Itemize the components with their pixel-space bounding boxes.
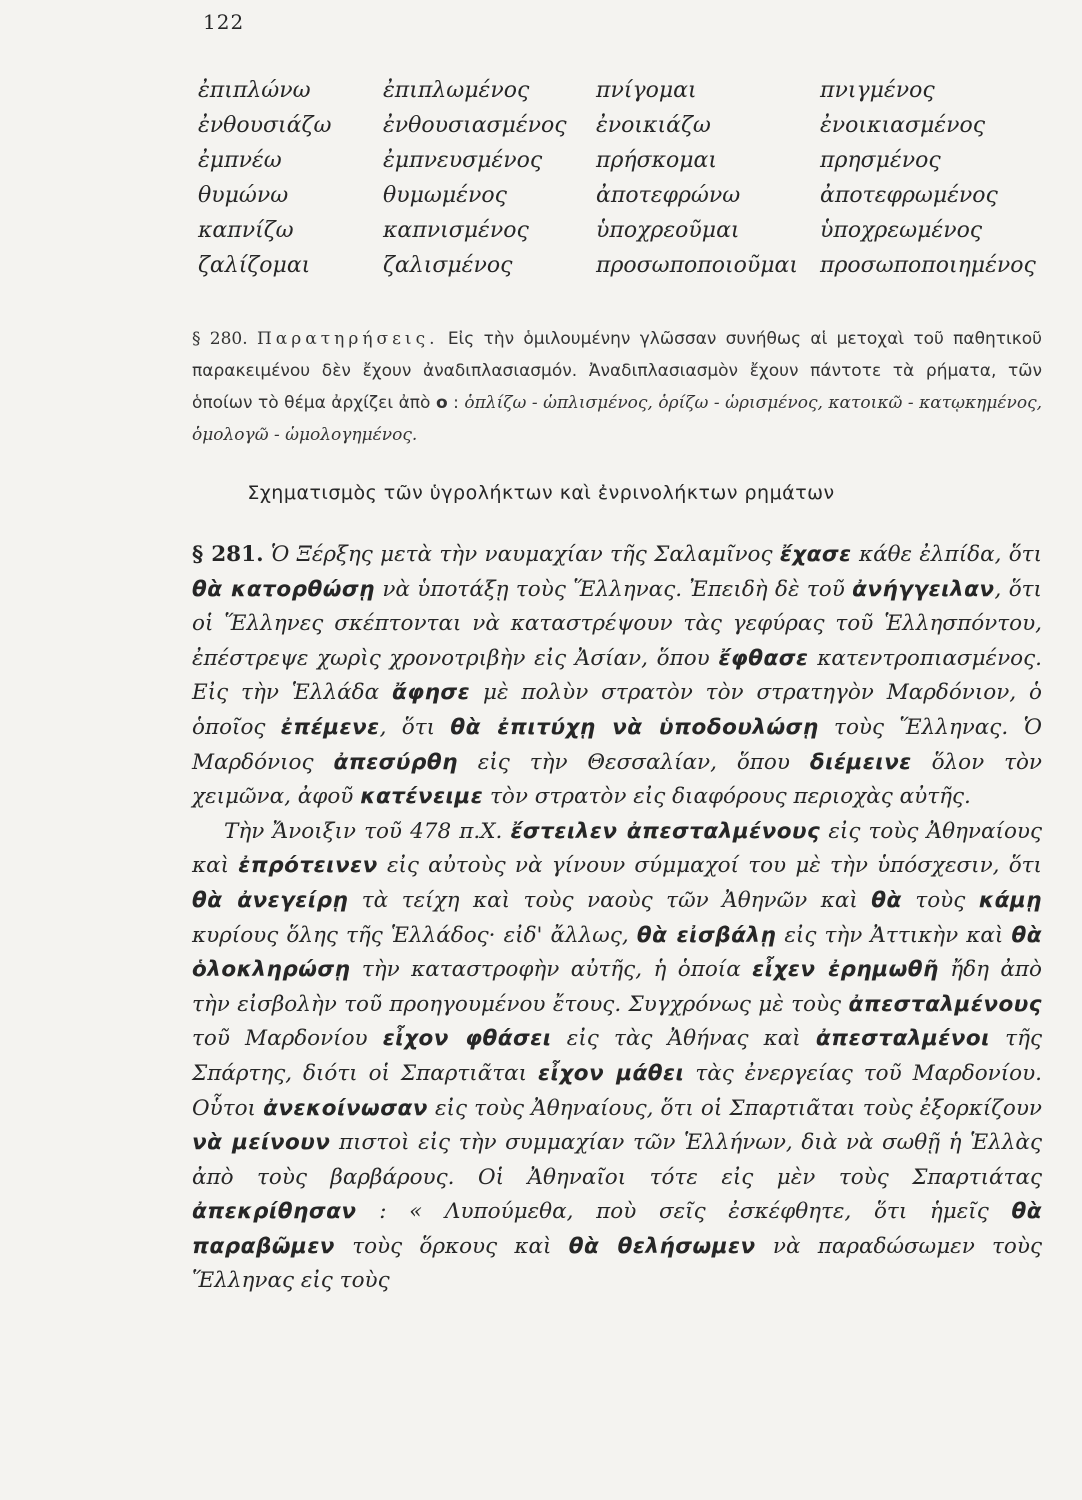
verb-form: ἀποτεφρώνω [596, 183, 741, 208]
verb-form: καπνίζω [198, 218, 294, 243]
verb-form: ἐνοικιασμένος [820, 113, 986, 138]
text-run: ἤδη ἀπὸ τὴν εἰσβολὴν τοῦ προηγουμένου ἔτους. Συγχρόνως μὲ τοὺς [192, 957, 1042, 1017]
text-run: ὅλον τὸν χειμῶνα, ἀφοῦ [192, 749, 1042, 810]
paragraph-281-part-2 [192, 815, 1042, 1299]
verb-form: πρησμένος [820, 148, 941, 173]
verb-form: ἐμπνευσμένος [383, 148, 543, 173]
text-run: κατεντροπιασμένος. Εἰς τὴν Ἑλλάδα [192, 645, 1042, 706]
verb-form: θυμώνω [198, 183, 289, 208]
verb-form: ἐπιπλωμένος [383, 78, 530, 103]
verb-form: πρήσκομαι [596, 148, 718, 173]
verb-form: ἀποτεφρωμένος [820, 183, 998, 208]
emphasized-verb: εἶχον φθάσει [382, 1026, 552, 1052]
note-letter: ο [435, 393, 448, 413]
text-run: , ὅτι οἱ Ἕλληνες σκέπτονται νὰ καταστρέψουν τὰς γεφύρας τοῦ Ἑλλησπόντου, ἐπέστρεψε χωρὶς χρονοτριβὴν εἰς Ἀσίαν, ὅπου [192, 576, 1042, 671]
emphasized-verb: θὰ [871, 887, 902, 913]
emphasized-verb: θὰ κατορθώσῃ [192, 576, 375, 602]
text-run: εἰς τοὺς Ἀθηναίους καὶ [192, 818, 1042, 879]
text-run: πιστοὶ εἰς τὴν συμμαχίαν τῶν Ἑλλήνων, διὰ νὰ σωθῇ ἡ Ἑλλὰς ἀπὸ τοὺς βαρβάρους. Οἱ Ἀθηναῖοι τότε εἰς μὲν τοὺς Σπαρτιάτας [192, 1130, 1042, 1190]
emphasized-verb: ἀπεσταλμένους [848, 991, 1042, 1017]
paragraph-281 [192, 538, 1042, 1299]
verb-form: ἐνθουσιασμένος [383, 113, 567, 138]
emphasized-verb: θὰ θελήσωμεν [568, 1233, 756, 1259]
text-run: : « Λυπούμεθα, ποὺ σεῖς ἐσκέφθητε, ὅτι ἡμεῖς [356, 1199, 1012, 1225]
paragraph-281-part-1 [192, 538, 1042, 815]
emphasized-verb: ἔφθασε [718, 645, 809, 671]
emphasized-verb: ἐπέμενε [280, 714, 380, 740]
verb-form: καπνισμένος [383, 218, 529, 243]
verb-form: ἐνθουσιάζω [198, 113, 332, 138]
text-run: τοὺς Ἕλληνας. Ὁ Μαρδόνιος [192, 714, 1042, 775]
text-run: εἰς τὴν Ἀττικὴν καὶ [776, 922, 1012, 948]
verb-table-row [198, 213, 1043, 248]
emphasized-verb: ἔστειλεν ἀπεσταλμένους [510, 818, 821, 844]
emphasized-verb: ἐπρότεινεν [238, 853, 378, 879]
verb-form: ζαλισμένος [383, 253, 513, 278]
verb-form: προσωποποιημένος [820, 253, 1036, 278]
emphasized-verb: θὰ ἐπιτύχῃ νὰ ὑποδουλώσῃ [450, 714, 819, 740]
text-run: εἰς τοὺς Ἀθηναίους, ὅτι οἱ Σπαρτιᾶται τοὺς ἐξορκίζουν [427, 1095, 1042, 1121]
text-run: εἰς τὰς Ἀθήνας καὶ [551, 1026, 816, 1052]
text-run: Ὁ Ξέρξης μετὰ τὴν ναυμαχίαν τῆς Σαλαμῖνος [270, 542, 780, 567]
emphasized-verb: ἀπεκρίθησαν [192, 1199, 357, 1225]
verb-form: προσωποποιοῦμαι [596, 253, 799, 278]
verb-form: πνίγομαι [596, 78, 697, 103]
verb-table-row [198, 143, 1043, 178]
emphasized-verb: νὰ μείνουν [192, 1130, 331, 1156]
emphasized-verb: θὰ ὁλοκληρώσῃ [192, 922, 1042, 983]
note-280 [192, 323, 1042, 451]
text-run: κάθε ἐλπίδα, ὅτι [851, 542, 1043, 567]
verb-table-row [198, 248, 1043, 283]
page-number: 122 [203, 10, 245, 34]
text-run: τὰς ἐνεργείας τοῦ Μαρδονίου. Οὗτοι [192, 1060, 1042, 1121]
emphasized-verb: θὰ ἀνεγείρῃ [192, 887, 349, 913]
emphasized-verb: ἀπεσύρθη [333, 749, 458, 775]
verb-form: ὑποχρεωμένος [820, 218, 983, 243]
emphasized-verb: ἀπεσταλμένοι [815, 1026, 991, 1052]
verb-form: ζαλίζομαι [198, 253, 311, 278]
text-run: τοὺς ὅρκους καὶ [334, 1233, 569, 1259]
text-run: τὸν στρατὸν εἰς διαφόρους περιοχὰς αὐτῆς. [483, 784, 971, 810]
emphasized-verb: κατένειμε [360, 784, 484, 810]
note-examples: ὁπλίζω - ὡπλισμένος, ὁρίζω - ὡρισμένος, κατοικῶ - κατῳκημένος, ὁμολογῶ - ὡμολογημένος. [192, 393, 1042, 445]
emphasized-verb: θὰ εἰσβάλῃ [636, 922, 777, 948]
verb-form: ἐνοικιάζω [596, 113, 711, 138]
verb-form: ὑποχρεοῦμαι [596, 218, 740, 243]
text-run: εἰς τὴν Θεσσαλίαν, ὅπου [457, 749, 810, 775]
text-run: τὴν καταστροφὴν αὐτῆς, ἡ ὁποία [350, 957, 753, 983]
verb-table-row [198, 178, 1043, 213]
emphasized-verb: θὰ παραβῶμεν [192, 1199, 1042, 1259]
note-title: Παρατηρήσεις. [256, 329, 439, 349]
emphasized-verb: διέμεινε [809, 749, 912, 775]
emphasized-verb: ἄφησε [392, 680, 471, 706]
text-run: τῆς Σπάρτης, διότι οἱ Σπαρτιᾶται [192, 1026, 1042, 1086]
text-run: νὰ ὑποτάξῃ τοὺς Ἕλληνας. Ἐπειδὴ δὲ τοῦ [374, 576, 853, 602]
emphasized-verb: ἔχασε [779, 542, 852, 567]
verb-table-row [198, 108, 1043, 143]
text-run: τὰ τείχη καὶ τοὺς ναοὺς τῶν Ἀθηνῶν καὶ [348, 887, 872, 913]
paragraph-number: § 281. [192, 542, 264, 567]
emphasized-verb: εἶχον μάθει [538, 1060, 685, 1086]
text-run: εἰς αὐτοὺς νὰ γίνουν σύμμαχοί του μὲ τὴν ὑπόσχεσιν, ὅτι [377, 853, 1042, 879]
section-heading: Σχηματισμὸς τῶν ὑγρολήκτων καὶ ἐνρινολήκτων ρημάτων [247, 482, 835, 504]
emphasized-verb: ἀνήγγειλαν [852, 576, 995, 602]
verb-form: θυμωμένος [383, 183, 507, 208]
note-text-2: : [453, 393, 459, 413]
text-run: μὲ πολὺν στρατὸν τὸν στρατηγὸν Μαρδόνιον, ὁ ὁποῖος [192, 680, 1042, 740]
text-run: , ὅτι [379, 714, 451, 740]
verb-form: ἐμπνέω [198, 148, 282, 173]
note-number: § 280. [192, 329, 248, 349]
text-run: τοῦ Μαρδονίου [192, 1026, 383, 1052]
emphasized-verb: εἶχεν ἐρημωθῆ [752, 957, 939, 983]
emphasized-verb: ἀνεκοίνωσαν [263, 1095, 428, 1121]
verb-table-row [198, 73, 1043, 108]
text-run: τοὺς [901, 887, 979, 913]
text-run: Τὴν Ἄνοιξιν τοῦ 478 π.Χ. [224, 818, 511, 844]
verb-form: πνιγμένος [820, 78, 935, 103]
verb-table [198, 73, 1043, 283]
note-text-1: Εἰς τὴν ὁμιλουμένην γλῶσσαν συνήθως αἱ μετοχαὶ τοῦ παθητικοῦ παρακειμένου δὲν ἔχουν ἀναδιπλασιασμόν. Ἀναδιπλασιασμὸν ἔχουν πάντοτε τὰ ρήματα, τῶν ὁποίων τὸ θέμα ἀρχίζει ἀπὸ [192, 329, 1042, 413]
text-run: κυρίους ὅλης τῆς Ἑλλάδος· εἰδ' ἄλλως, [192, 922, 637, 948]
text-run: νὰ παραδώσωμεν τοὺς Ἕλληνας εἰς τοὺς [192, 1233, 1042, 1294]
emphasized-verb: κάμῃ [978, 887, 1042, 913]
verb-form: ἐπιπλώνω [198, 78, 311, 103]
